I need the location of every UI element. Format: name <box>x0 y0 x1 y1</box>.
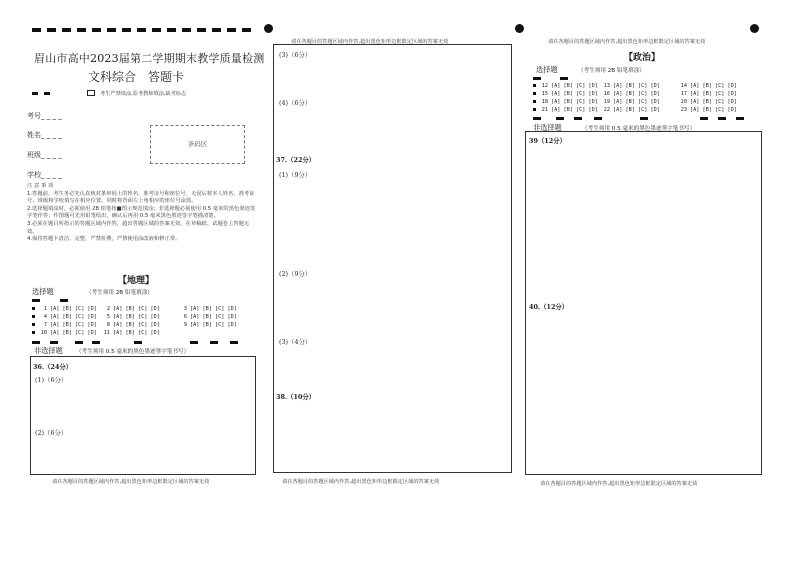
question-39-label: 39（12分） <box>529 137 566 145</box>
timing-mark <box>75 341 83 344</box>
boundary-note-bottom-col2: 请在各题目的答题区域内作答,超出黑色矩形边框限定区域的答案无效 <box>282 479 440 485</box>
timing-mark <box>594 117 602 120</box>
choice-row[interactable]: 22 [A] [B] [C] [D] <box>603 107 660 113</box>
boundary-note-top-col3: 请在各题目的答题区域内作答,超出黑色矩形边框限定区域的答案无效 <box>548 39 706 45</box>
question-37-3-label: (3)（4分） <box>279 338 312 346</box>
school-field[interactable]: 学校_ _ _ _ <box>27 171 62 179</box>
choice-row[interactable]: 16 [A] [B] [C] [D] <box>603 91 660 97</box>
timing-mark <box>560 77 568 80</box>
pol-choice-note: （考生须用 2B 铅笔填涂） <box>578 68 645 74</box>
absent-note: 考生严禁填涂,监考教师填涂,缺考标志 <box>100 91 187 97</box>
notice-item: 3.必须在题目所指示的答题区域内作答，超出答题区域的答案无效，在草稿纸、试题卷上答题无效。 <box>27 220 250 235</box>
pol-nonchoice-title: 非选择题 <box>533 123 562 132</box>
timing-mark <box>190 341 198 344</box>
timing-mark <box>44 92 50 95</box>
notice-item: 4.保持答题卡清洁、完整，严禁折叠，严禁使用涂改液和修正带。 <box>27 236 181 243</box>
class-field[interactable]: 班级_ _ _ _ <box>27 151 62 159</box>
choice-row[interactable]: 11 [A] [B] [C] [D] <box>103 330 160 336</box>
boundary-note-top-col2: 请在各题目的答题区域内作答,超出黑色矩形边框限定区域的答案无效 <box>291 39 449 45</box>
choice-row[interactable]: 10 [A] [B] [C] [D] <box>32 330 97 336</box>
choice-row[interactable]: 19 [A] [B] [C] [D] <box>603 99 660 105</box>
question-37-2-label: (2)（9分） <box>279 270 312 278</box>
exam-title: 眉山市高中2023届第二学期期末教学质量检测 <box>34 52 265 65</box>
timing-mark <box>533 77 541 80</box>
geo-choice-note: （考生须用 2B 铅笔填涂） <box>86 290 153 296</box>
timing-mark <box>60 299 68 302</box>
timing-mark <box>640 117 648 120</box>
question-36-4-label: (4)（6分） <box>279 99 312 107</box>
name-field[interactable]: 姓名_ _ _ _ <box>27 131 62 139</box>
question-36-2-label: (2)（6分） <box>35 429 68 437</box>
timing-mark <box>230 341 238 344</box>
notice-item: 2.选择题填涂时，必须使用 2B 铅笔按■图示规范填涂；非选择题必须使用 0.5 毫米的黑色墨迹签字笔作答；作图题可先用铅笔绘出，确认后再用 0.5 毫米黑色墨迹签字笔描清楚。 <box>27 205 256 220</box>
barcode-area <box>150 125 245 164</box>
timing-mark <box>533 117 541 120</box>
timing-mark <box>92 341 100 344</box>
corner-dot <box>750 24 759 33</box>
boundary-note-bottom-col1: 请在各题目的答题区域内作答,超出黑色矩形边框限定区域的答案无效 <box>52 479 210 485</box>
question-36-label: 36.（24分） <box>33 363 73 371</box>
choice-row[interactable]: 9 [A] [B] [C] [D] <box>183 322 237 328</box>
geography-title: 【地理】 <box>118 276 155 286</box>
boundary-note-bottom-col3: 请在各题目的答题区域内作答,超出黑色矩形边框限定区域的答案无效 <box>540 481 698 487</box>
choice-row[interactable]: 2 [A] [B] [C] [D] <box>106 306 160 312</box>
notice-title: 注 意 事 项 <box>27 183 54 189</box>
choice-row[interactable]: 18 [A] [B] [C] [D] <box>533 99 598 105</box>
timing-mark <box>210 341 218 344</box>
timing-mark <box>32 92 38 95</box>
corner-dot <box>264 24 273 33</box>
pol-choice-title: 选择题 <box>536 65 558 74</box>
choice-row[interactable]: 14 [A] [B] [C] [D] <box>680 83 737 89</box>
choice-row[interactable]: 13 [A] [B] [C] [D] <box>603 83 660 89</box>
choice-row[interactable]: 1 [A] [B] [C] [D] <box>32 306 97 312</box>
question-37-label: 37.（22分） <box>276 156 316 164</box>
question-36-3-label: (3)（6分） <box>279 51 312 59</box>
choice-row[interactable]: 12 [A] [B] [C] [D] <box>533 83 598 89</box>
timing-mark <box>32 299 40 302</box>
timing-mark <box>50 341 58 344</box>
choice-row[interactable]: 20 [A] [B] [C] [D] <box>680 99 737 105</box>
timing-mark <box>134 341 142 344</box>
choice-row[interactable]: 7 [A] [B] [C] [D] <box>32 322 97 328</box>
timing-mark <box>718 117 726 120</box>
card-title: 文科综合 答题卡 <box>88 70 185 84</box>
geo-nonchoice-title: 非选择题 <box>34 346 63 355</box>
timing-mark <box>736 117 744 120</box>
timing-mark <box>574 117 582 120</box>
choice-row[interactable]: 5 [A] [B] [C] [D] <box>106 314 160 320</box>
timing-mark <box>32 341 40 344</box>
politics-title: 【政治】 <box>624 53 661 63</box>
timing-mark <box>700 117 708 120</box>
barcode-label: 条码区 <box>187 140 208 148</box>
geo-choice-title: 选择题 <box>32 287 54 296</box>
question-36-1-label: (1)（6分） <box>35 376 68 384</box>
timing-mark <box>556 117 564 120</box>
question-37-1-label: (1)（9分） <box>279 171 312 179</box>
answer-box-36[interactable] <box>30 356 256 475</box>
notice-block <box>27 183 257 244</box>
answer-box-col2[interactable] <box>273 44 512 473</box>
choice-row[interactable]: 8 [A] [B] [C] [D] <box>106 322 160 328</box>
absent-checkbox[interactable] <box>87 90 95 96</box>
choice-row[interactable]: 17 [A] [B] [C] [D] <box>680 91 737 97</box>
choice-row[interactable]: 21 [A] [B] [C] [D] <box>533 107 598 113</box>
choice-row[interactable]: 6 [A] [B] [C] [D] <box>183 314 237 320</box>
notice-item: 1.答题前，考生务必先认真核对条形码上的姓名、准考证号和座位号，无误后将本人姓名、准考证号、班级和学校填写在相应位置，同时将背面左上角相应的座位号涂黑。 <box>27 190 255 205</box>
pol-nonchoice-note: （考生须用 0.5 毫米的黑色墨迹签字笔书写） <box>582 126 696 132</box>
choice-row[interactable]: 23 [A] [B] [C] [D] <box>680 107 737 113</box>
choice-row[interactable]: 3 [A] [B] [C] [D] <box>183 306 237 312</box>
geo-nonchoice-note: （考生须用 0.5 毫米的黑色墨迹签字笔书写） <box>76 349 190 355</box>
choice-row[interactable]: 15 [A] [B] [C] [D] <box>533 91 598 97</box>
top-timing-marks <box>32 28 254 32</box>
question-40-label: 40.（12分） <box>529 303 569 311</box>
choice-row[interactable]: 4 [A] [B] [C] [D] <box>32 314 97 320</box>
question-38-label: 38.（10分） <box>276 393 316 401</box>
corner-dot <box>515 24 524 33</box>
exam-number-field[interactable]: 考号_ _ _ _ <box>27 112 62 120</box>
